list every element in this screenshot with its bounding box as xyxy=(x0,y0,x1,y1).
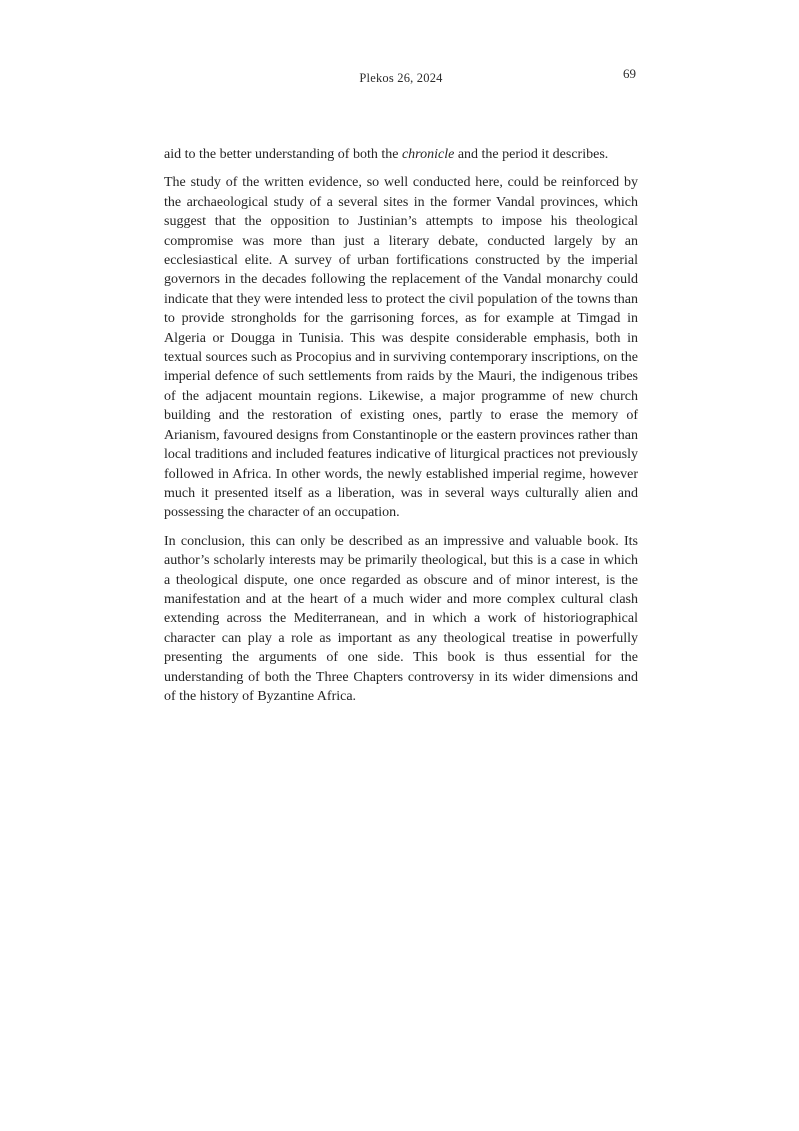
italic-term-chronicle: chronicle xyxy=(401,147,455,162)
text-block xyxy=(164,145,638,715)
paragraph-conclusion-of-previous xyxy=(164,145,638,164)
paragraph-archaeology: The study of the written evidence, so well conducted here, could be reinforced by the archaeological study of a several sites in the former Vandal provinces, which suggest that the opposition to Justinian’s attempts to impose his theological compromise was more than just a literary debate, conducted largely by an ecclesiastical elite. A survey of urban fortifications constructed by the imperial governors in the decades following the replacement of the Vandal monarchy could indicate that they were intended less to protect the civil population of the towns than to provide strongholds for the garrisoning forces, as for example at Timgad in Algeria or Dougga in Tunisia. This was despite considerable emphasis, both in textual sources such as Procopius and in surviving contemporary inscriptions, on the imperial defence of such settlements from raids by the Mauri, the indigenous tribes of the adjacent mountain regions. Likewise, a major programme of new church building and the restoration of existing ones, partly to erase the memory of Arianism, favoured designs from Constantinople or the eastern provinces rather than local traditions and included features indicative of liturgical practices not previously followed in Africa. In other words, the newly established imperial regime, however much it presented itself as a liberation, was in several ways culturally alien and possessing the character of an occupation. xyxy=(164,175,638,521)
page-number: 69 xyxy=(623,66,636,81)
journal-running-title: Plekos 26, 2024 xyxy=(359,71,443,85)
paragraph-conclusion: In conclusion, this can only be described as an impressive and valuable book. Its author’s scholarly interests may be primarily theological, but this is a case in which a theological dispute, one once regarded as obscure and of minor interest, is the manifestation and at the heart of a much wider and more complex cultural clash extending across the Mediterranean, and in which a work of historiographical character can play a role as important as any theological treatise in powerfully presenting the arguments of one side. This book is thus essential for the understanding of both the Three Chapters controversy in its wider dimensions and of the history of Byzantine Africa. xyxy=(164,533,638,704)
page-header xyxy=(164,66,638,86)
paragraph-text: aid to the better understanding of both the xyxy=(164,147,402,162)
paragraph-text: and the period it describes. xyxy=(454,147,609,162)
